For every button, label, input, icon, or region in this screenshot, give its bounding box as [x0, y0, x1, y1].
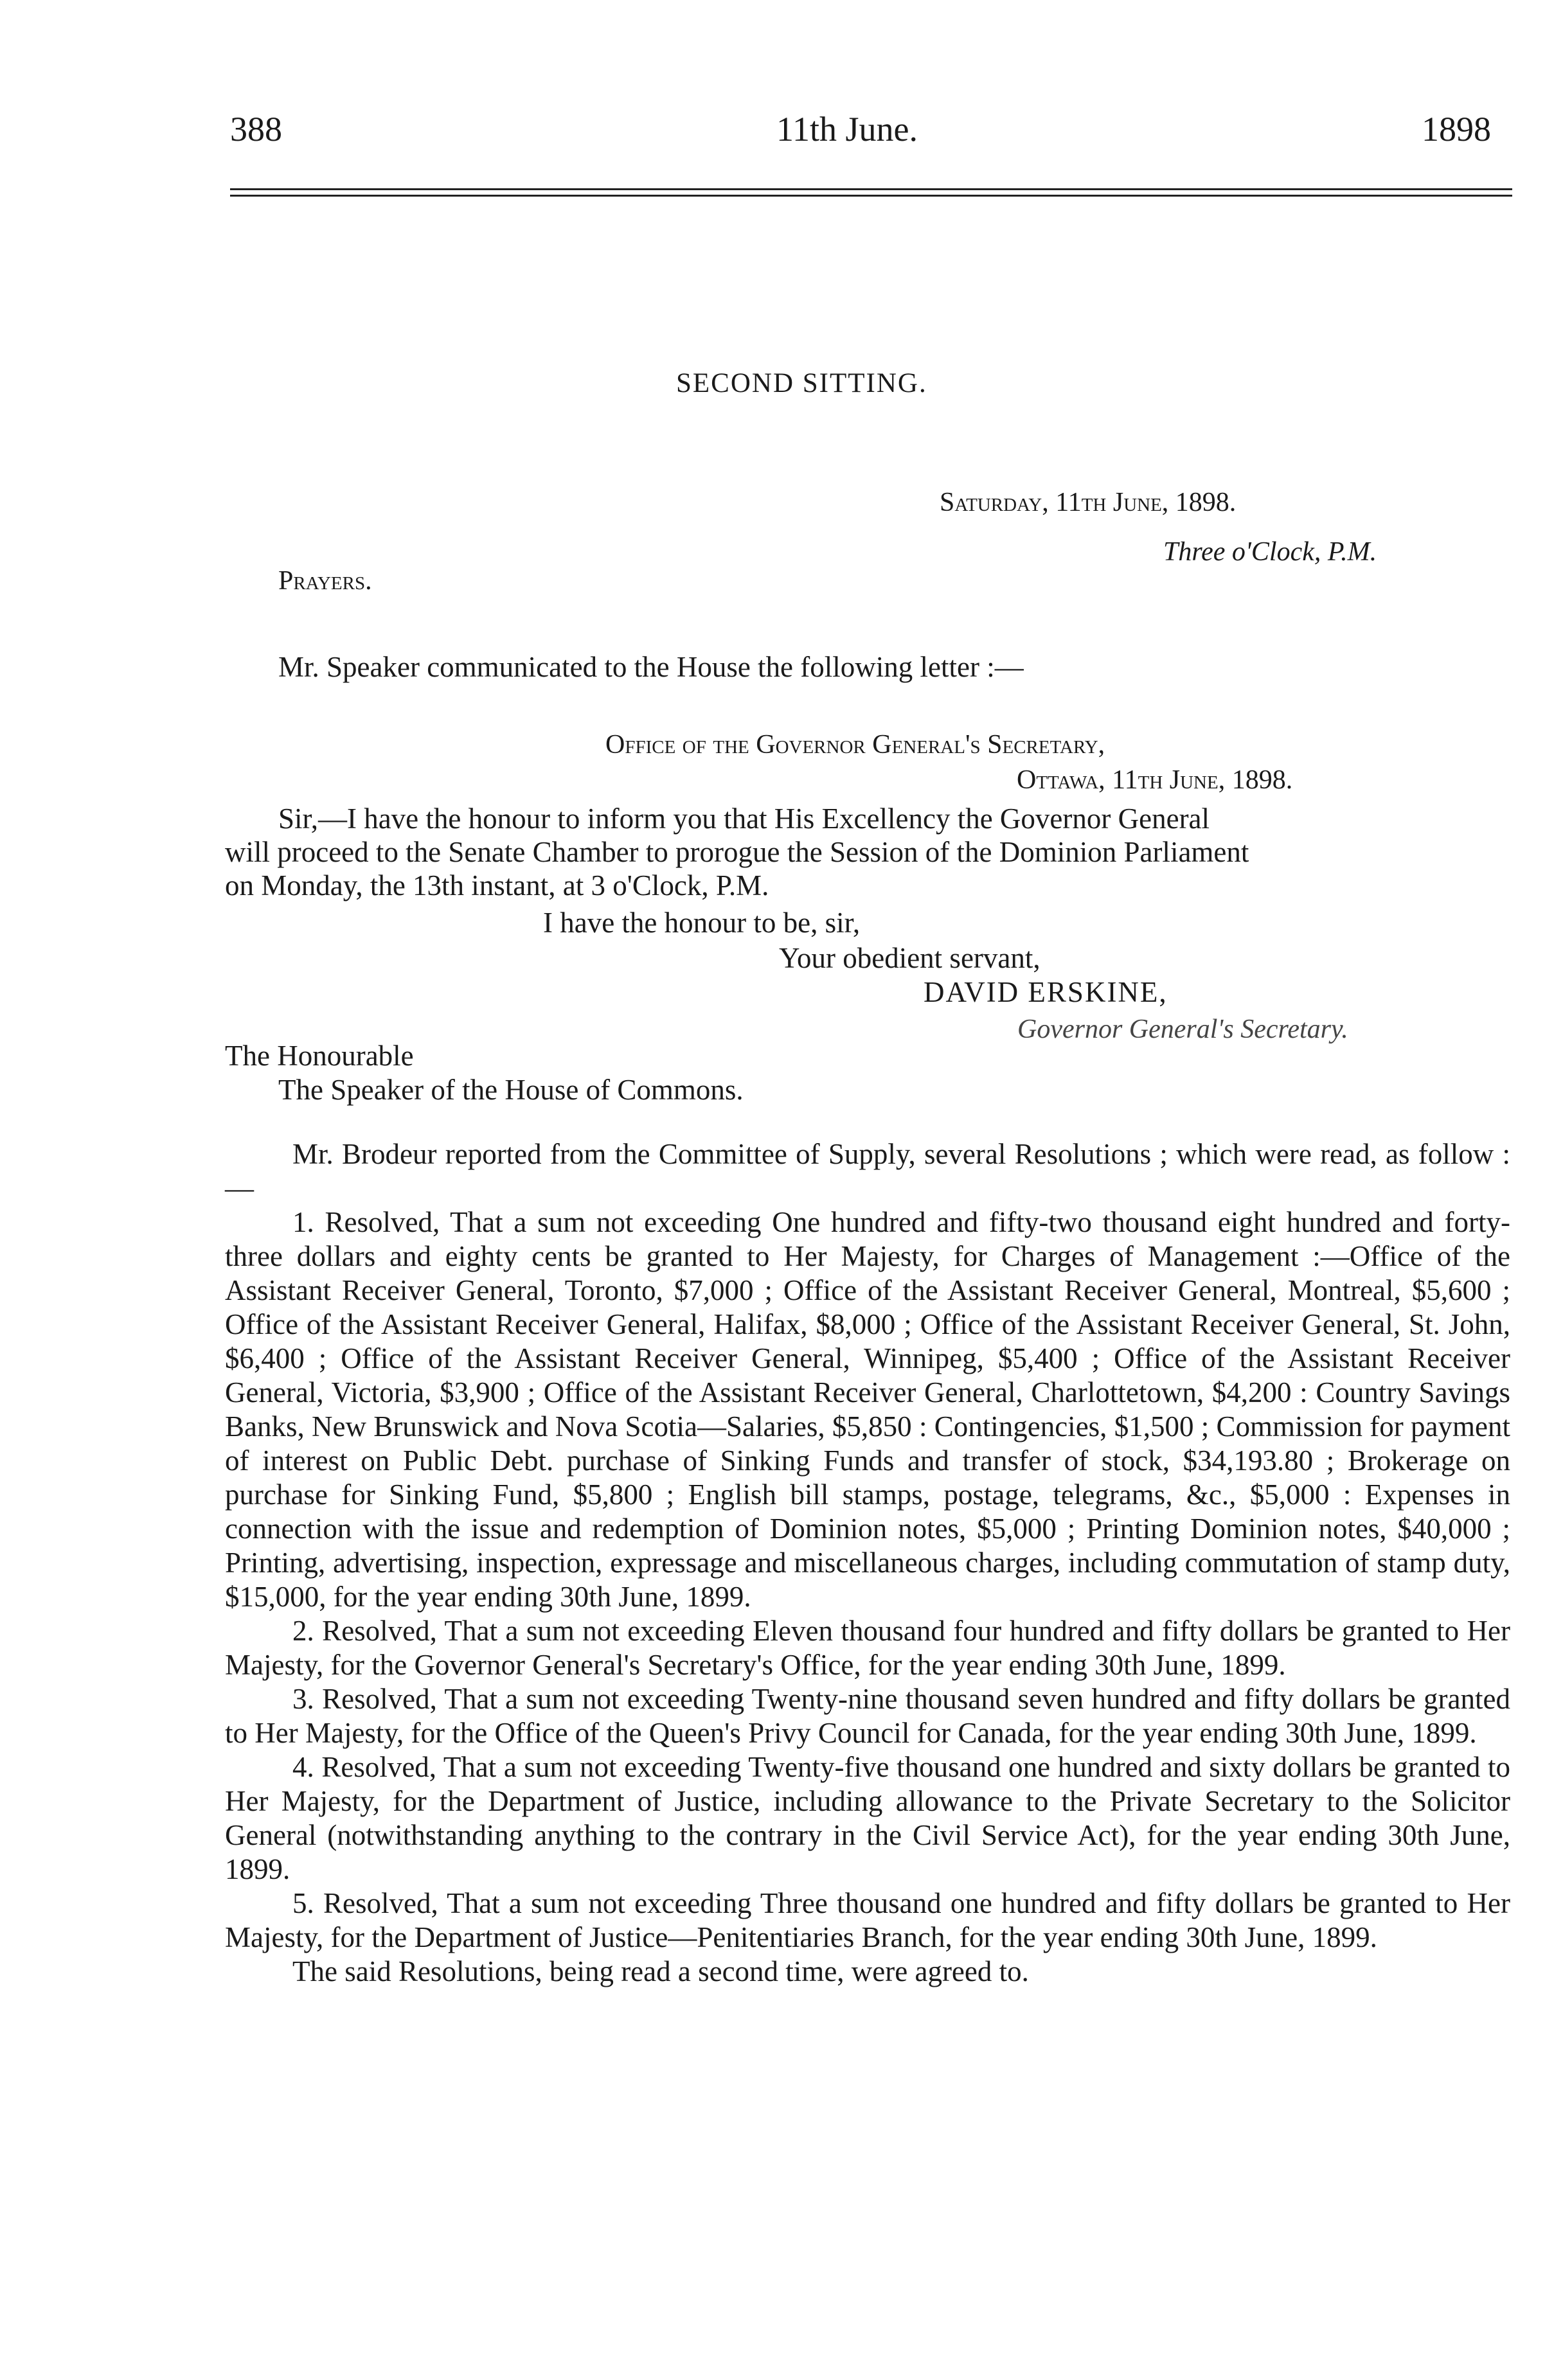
- letter-signature-title: Governor General's Secretary.: [1017, 1015, 1348, 1044]
- supply-conclusion: The said Resolutions, being read a second time, were agreed to.: [292, 1955, 1029, 1987]
- letter-office: Office of the Governor General's Secretary,: [605, 730, 1105, 759]
- resolution-5: 5. Resolved, That a sum not exceeding Three thousand one hundred and fifty dollars be granted to Her Majesty, for the Department of Justice—Penitentiaries Branch, for the year ending 30th June, 1899.: [225, 1887, 1510, 1953]
- letter-intro: Mr. Speaker communicated to the House the following letter :—: [278, 651, 1024, 683]
- letter-closing-1: I have the honour to be, sir,: [543, 907, 861, 939]
- letter-place-date: Ottawa, 11th June, 1898.: [1017, 765, 1293, 795]
- prayers-heading: Prayers.: [278, 566, 372, 596]
- letter-addressee-2: The Speaker of the House of Commons.: [278, 1074, 744, 1106]
- letter-body-line-2: will proceed to the Senate Chamber to prorogue the Session of the Dominion Parliament: [225, 836, 1249, 868]
- resolution-1: 1. Resolved, That a sum not exceeding One hundred and fifty-two thousand eight hundred and forty-three dollars and eighty cents be granted to Her Majesty, for Charges of Management :—Office of the Assistant Receiver General, Toronto, $7,000 ; Office of the Assistant Receiver General, Montreal, $5,600 ; Office of the Assistant Receiver General, Halifax, $8,000 ; Office of the Assistant Receiver General, St. John, $6,400 ; Office of the Assistant Receiver General, Winnipeg, $5,400 ; Office of the Assistant Receiver General, Victoria, $3,900 ; Office of the Assistant Receiver General, Charlottetown, $4,200 : Country Savings Banks, New Brunswick and Nova Scotia—Salaries, $5,850 : Contingencies, $1,500 ; Commission for payment of interest on Public Debt. purchase of Sinking Funds and transfer of stock, $34,193.80 ; Brokerage on purchase for Sinking Fund, $5,800 ; English bill stamps, postage, telegrams, &c., $5,000 : Expenses in connection with the issue and redemption of Dominion notes, $5,000 ; Printing Dominion notes, $40,000 ; Printing, advertising, inspection, expressage and miscellaneous charges, including commutation of stamp duty, $15,000, for the year ending 30th June, 1899.: [225, 1206, 1510, 1613]
- supply-intro: Mr. Brodeur reported from the Committee of Supply, several Resolutions ; which were read, as follow :—: [225, 1138, 1510, 1204]
- header-rule-top: [230, 188, 1512, 190]
- letter-signature: DAVID ERSKINE,: [924, 976, 1168, 1008]
- header-year: 1898: [1422, 110, 1491, 148]
- page-number: 388: [230, 110, 282, 148]
- resolution-2: 2. Resolved, That a sum not exceeding Eleven thousand four hundred and fifty dollars be granted to Her Majesty, for the Governor General's Secretary's Office, for the year ending 30th June, 1899.: [225, 1615, 1510, 1681]
- letter-closing-2: Your obedient servant,: [779, 942, 1041, 974]
- letter-addressee-1: The Honourable: [225, 1040, 414, 1072]
- resolution-3: 3. Resolved, That a sum not exceeding Twenty-nine thousand seven hundred and fifty dollars be granted to Her Majesty, for the Office of the Queen's Privy Council for Canada, for the year ending 30th June, 1899.: [225, 1683, 1510, 1749]
- letter-body-line-3: on Monday, the 13th instant, at 3 o'Clock, P.M.: [225, 869, 769, 901]
- sitting-date: Saturday, 11th June, 1898.: [940, 488, 1237, 517]
- header-rule-bottom: [230, 195, 1512, 197]
- supply-report: [225, 1137, 1510, 1989]
- resolution-4: 4. Resolved, That a sum not exceeding Twenty-five thousand one hundred and sixty dollars be granted to Her Majesty, for the Department of Justice, including allowance to the Private Secretary to the Solicitor General (notwithstanding anything to the contrary in the Civil Service Act), for the year ending 30th June, 1899.: [225, 1751, 1510, 1885]
- header-date: 11th June.: [776, 110, 918, 148]
- sitting-title: SECOND SITTING.: [676, 368, 927, 398]
- sitting-time: Three o'Clock, P.M.: [1163, 537, 1377, 567]
- letter-body-line-1: Sir,—I have the honour to inform you that His Excellency the Governor General: [278, 803, 1210, 835]
